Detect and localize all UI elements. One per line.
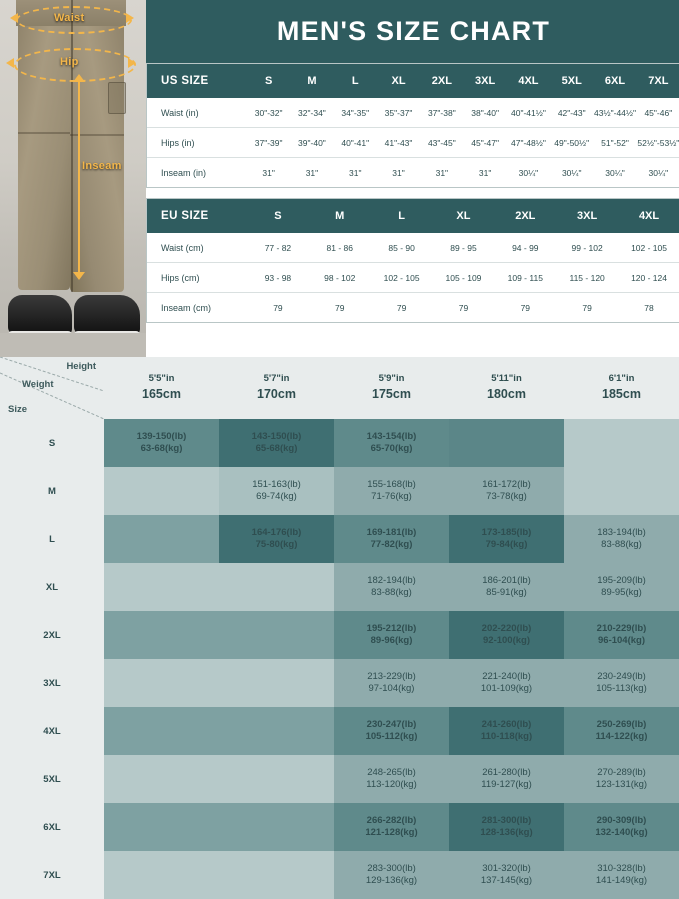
eu-waist-s: 77 - 82	[264, 242, 292, 253]
eu-waist-xl: 89 - 95	[450, 242, 477, 253]
corner-weight-label: Weight	[22, 379, 54, 390]
us-row-label-waist: Waist (in)	[161, 107, 199, 118]
shoe-right	[74, 295, 140, 335]
charts-panel	[146, 0, 679, 357]
us-waist-m: 32"-34"	[298, 107, 326, 118]
table-row	[147, 233, 679, 263]
matrix-cell-4xl-165	[104, 707, 219, 755]
matrix-cell-s-185	[564, 419, 679, 467]
us-inseam-3xl: 31"	[478, 167, 492, 178]
us-row-label-hips: Hips (in)	[161, 137, 195, 148]
us-waist-7xl: 45"-46"	[644, 107, 673, 118]
matrix-cell-7xl-180: 301-320(lb) 137-145(kg)	[449, 851, 564, 899]
us-col-3xl: 3XL	[463, 64, 506, 98]
us-hips-s: 37"-39"	[254, 137, 283, 148]
us-inseam-m: 31"	[305, 167, 319, 178]
matrix-cell-s-180	[449, 419, 564, 467]
table-row	[0, 803, 679, 851]
matrix-cell-m-180: 161-172(lb) 73-78(kg)	[449, 467, 564, 515]
us-size-table-wrapper	[146, 63, 679, 188]
matrix-cell-m-170: 151-163(lb) 69-74(kg)	[219, 467, 334, 515]
matrix-size-s: S	[0, 419, 104, 467]
matrix-cell-5xl-170	[219, 755, 334, 803]
us-size-header: US SIZE	[147, 64, 247, 98]
eu-waist-4xl: 102 - 105	[631, 242, 667, 253]
photo-floor	[0, 333, 146, 357]
us-hips-m: 39"-40"	[298, 137, 326, 148]
eu-size-header: EU SIZE	[147, 199, 247, 233]
waist-arrow-left-icon	[10, 13, 18, 23]
matrix-cell-2xl-175: 195-212(lb) 89-96(kg)	[334, 611, 449, 659]
pants-knee-seam-left	[18, 132, 70, 134]
eu-col-s: S	[247, 199, 309, 233]
eu-col-m: M	[309, 199, 371, 233]
table-row	[147, 98, 679, 128]
eu-inseam-3xl: 79	[582, 302, 592, 313]
us-waist-s: 30"-32"	[254, 107, 283, 118]
matrix-cell-2xl-170	[219, 611, 334, 659]
matrix-header-row	[0, 357, 679, 419]
matrix-size-3xl: 3XL	[0, 659, 104, 707]
us-col-s: S	[247, 64, 290, 98]
us-waist-3xl: 38"-40"	[471, 107, 500, 118]
eu-inseam-m: 79	[335, 302, 345, 313]
eu-hips-xl: 105 - 109	[445, 272, 482, 283]
height-col-185	[564, 357, 679, 419]
us-waist-6xl: 43½"-44½"	[594, 107, 636, 118]
us-hips-4xl: 47"-48½"	[510, 137, 546, 148]
inseam-measure-line	[78, 80, 80, 275]
height-imperial-165: 5'5"in	[148, 373, 175, 385]
eu-waist-3xl: 99 - 102	[571, 242, 603, 253]
matrix-cell-4xl-180: 241-260(lb) 110-118(kg)	[449, 707, 564, 755]
eu-row-label-hips: Hips (cm)	[161, 272, 200, 283]
eu-waist-l: 85 - 90	[388, 242, 415, 253]
matrix-table	[0, 357, 679, 899]
pants-center-seam	[71, 0, 73, 292]
eu-hips-4xl: 120 - 124	[631, 272, 667, 283]
height-metric-180: 180cm	[487, 386, 526, 401]
eu-row-label-waist: Waist (cm)	[161, 242, 204, 253]
hip-annotation-label: Hip	[60, 56, 79, 68]
matrix-cell-xl-185: 195-209(lb) 89-95(kg)	[564, 563, 679, 611]
us-hips-6xl: 51"-52"	[601, 137, 629, 148]
us-waist-2xl: 37"-38"	[427, 107, 456, 118]
waist-arrow-right-icon	[126, 13, 134, 23]
matrix-cell-3xl-165	[104, 659, 219, 707]
matrix-cell-3xl-170	[219, 659, 334, 707]
table-row	[0, 707, 679, 755]
matrix-cell-l-185: 183-194(lb) 83-88(kg)	[564, 515, 679, 563]
eu-hips-m: 98 - 102	[324, 272, 356, 283]
us-waist-5xl: 42"-43"	[557, 107, 586, 118]
us-hips-2xl: 43"-45"	[427, 137, 456, 148]
matrix-cell-7xl-185: 310-328(lb) 141-149(kg)	[564, 851, 679, 899]
matrix-cell-3xl-185: 230-249(lb) 105-113(kg)	[564, 659, 679, 707]
matrix-body	[0, 419, 679, 899]
table-row	[147, 128, 679, 158]
us-inseam-7xl: 30¼"	[648, 167, 669, 178]
table-row	[0, 515, 679, 563]
eu-col-xl: XL	[433, 199, 495, 233]
us-col-6xl: 6XL	[593, 64, 636, 98]
eu-inseam-l: 79	[396, 302, 407, 313]
height-metric-170: 170cm	[257, 386, 296, 401]
matrix-cell-l-170: 164-176(lb) 75-80(kg)	[219, 515, 334, 563]
us-inseam-xl: 31"	[392, 167, 405, 178]
matrix-cell-s-175: 143-154(lb) 65-70(kg)	[334, 419, 449, 467]
us-col-7xl: 7XL	[637, 64, 679, 98]
matrix-size-m: M	[0, 467, 104, 515]
eu-col-l: L	[371, 199, 433, 233]
matrix-cell-xl-170	[219, 563, 334, 611]
us-waist-xl: 35"-37"	[384, 107, 413, 118]
us-col-4xl: 4XL	[507, 64, 550, 98]
matrix-cell-6xl-180: 281-300(lb) 128-136(kg)	[449, 803, 564, 851]
top-section	[0, 0, 679, 357]
matrix-cell-xl-180: 186-201(lb) 85-91(kg)	[449, 563, 564, 611]
product-photo	[0, 0, 146, 357]
height-weight-size-matrix	[0, 357, 679, 886]
matrix-cell-xl-165	[104, 563, 219, 611]
height-metric-165: 165cm	[142, 386, 181, 401]
us-hips-3xl: 45"-47"	[471, 137, 500, 148]
matrix-cell-5xl-180: 261-280(lb) 119-127(kg)	[449, 755, 564, 803]
us-waist-4xl: 40"-41½"	[510, 107, 546, 118]
eu-hips-l: 102 - 105	[383, 272, 420, 283]
us-hips-l: 40"-41"	[341, 137, 370, 148]
table-gap	[146, 188, 679, 198]
eu-row-label-inseam: Inseam (cm)	[161, 302, 212, 313]
inseam-annotation-label: Inseam	[82, 160, 122, 172]
matrix-cell-6xl-165	[104, 803, 219, 851]
eu-col-3xl: 3XL	[556, 199, 618, 233]
matrix-size-4xl: 4XL	[0, 707, 104, 755]
chart-title-bar	[146, 0, 679, 63]
us-inseam-2xl: 31"	[435, 167, 449, 178]
us-inseam-5xl: 30¼"	[561, 167, 582, 178]
height-imperial-185: 6'1"in	[608, 373, 635, 385]
us-inseam-4xl: 30¼"	[518, 167, 539, 178]
eu-hips-3xl: 115 - 120	[569, 272, 605, 283]
eu-col-4xl: 4XL	[618, 199, 679, 233]
matrix-cell-6xl-170	[219, 803, 334, 851]
height-col-175	[334, 357, 449, 419]
us-col-xl: XL	[377, 64, 420, 98]
matrix-corner-cell	[0, 357, 104, 419]
eu-waist-2xl: 94 - 99	[512, 242, 539, 253]
height-col-165	[104, 357, 219, 419]
corner-height-label: Height	[66, 361, 96, 372]
height-metric-175: 175cm	[372, 386, 411, 401]
us-hips-5xl: 49"-50½"	[554, 137, 590, 148]
height-col-170	[219, 357, 334, 419]
height-imperial-180: 5'11"in	[491, 373, 522, 385]
eu-inseam-4xl: 78	[644, 302, 654, 313]
matrix-cell-7xl-165	[104, 851, 219, 899]
hip-arrow-right-icon	[128, 58, 136, 68]
corner-size-label: Size	[8, 404, 28, 415]
us-row-label-inseam: Inseam (in)	[161, 167, 207, 178]
us-inseam-6xl: 30¼"	[605, 167, 625, 178]
matrix-cell-4xl-170	[219, 707, 334, 755]
matrix-cell-3xl-180: 221-240(lb) 101-109(kg)	[449, 659, 564, 707]
eu-hips-2xl: 109 - 115	[507, 272, 543, 283]
eu-size-table-wrapper	[146, 198, 679, 323]
eu-inseam-xl: 79	[458, 302, 469, 313]
us-waist-l: 34"-35"	[341, 107, 370, 118]
matrix-cell-2xl-185: 210-229(lb) 96-104(kg)	[564, 611, 679, 659]
eu-col-2xl: 2XL	[494, 199, 556, 233]
matrix-cell-m-175: 155-168(lb) 71-76(kg)	[334, 467, 449, 515]
matrix-cell-xl-175: 182-194(lb) 83-88(kg)	[334, 563, 449, 611]
shoe-left	[8, 295, 72, 335]
matrix-cell-m-165	[104, 467, 219, 515]
matrix-size-2xl: 2XL	[0, 611, 104, 659]
matrix-cell-4xl-185: 250-269(lb) 114-122(kg)	[564, 707, 679, 755]
eu-inseam-s: 79	[273, 302, 283, 313]
eu-hips-s: 93 - 98	[264, 272, 292, 283]
page-title: MEN'S SIZE CHART	[276, 16, 551, 46]
table-row	[0, 851, 679, 899]
us-hips-xl: 41"-43"	[384, 137, 413, 148]
height-col-180	[449, 357, 564, 419]
table-row	[0, 755, 679, 803]
inseam-arrow-up-icon	[73, 74, 85, 82]
pants-cargo-pocket	[108, 82, 126, 114]
matrix-cell-s-170: 143-150(lb) 65-68(kg)	[219, 419, 334, 467]
us-hips-7xl: 52½"-53½"	[637, 137, 679, 148]
us-col-l: L	[334, 64, 377, 98]
height-imperial-170: 5'7"in	[263, 373, 290, 385]
table-row	[147, 263, 679, 293]
matrix-size-l: L	[0, 515, 104, 563]
table-row	[0, 611, 679, 659]
height-metric-185: 185cm	[602, 386, 641, 401]
matrix-size-7xl: 7XL	[0, 851, 104, 899]
matrix-cell-l-175: 169-181(lb) 77-82(kg)	[334, 515, 449, 563]
table-row	[147, 293, 679, 323]
eu-inseam-2xl: 79	[520, 302, 531, 313]
table-row	[0, 467, 679, 515]
matrix-size-5xl: 5XL	[0, 755, 104, 803]
pants-left-leg	[18, 0, 70, 290]
us-size-table	[147, 64, 679, 187]
hip-arrow-left-icon	[6, 58, 14, 68]
us-col-m: M	[290, 64, 333, 98]
matrix-cell-s-165: 139-150(lb) 63-68(kg)	[104, 419, 219, 467]
matrix-cell-7xl-170	[219, 851, 334, 899]
eu-table-header-row	[147, 199, 679, 233]
matrix-size-6xl: 6XL	[0, 803, 104, 851]
matrix-size-xl: XL	[0, 563, 104, 611]
matrix-cell-5xl-165	[104, 755, 219, 803]
table-row	[0, 563, 679, 611]
matrix-cell-7xl-175: 283-300(lb) 129-136(kg)	[334, 851, 449, 899]
table-row	[0, 659, 679, 707]
us-table-header-row	[147, 64, 679, 98]
matrix-cell-2xl-180: 202-220(lb) 92-100(kg)	[449, 611, 564, 659]
matrix-cell-5xl-185: 270-289(lb) 123-131(kg)	[564, 755, 679, 803]
eu-waist-m: 81 - 86	[326, 242, 353, 253]
inseam-arrow-down-icon	[73, 272, 85, 280]
us-inseam-l: 31"	[349, 167, 362, 178]
us-col-2xl: 2XL	[420, 64, 463, 98]
table-row	[0, 419, 679, 467]
matrix-cell-m-185	[564, 467, 679, 515]
us-inseam-s: 31"	[262, 167, 275, 178]
matrix-cell-4xl-175: 230-247(lb) 105-112(kg)	[334, 707, 449, 755]
matrix-cell-6xl-185: 290-309(lb) 132-140(kg)	[564, 803, 679, 851]
us-col-5xl: 5XL	[550, 64, 593, 98]
waist-annotation-label: Waist	[54, 12, 85, 24]
eu-size-table	[147, 199, 679, 322]
matrix-cell-2xl-165	[104, 611, 219, 659]
matrix-cell-l-180: 173-185(lb) 79-84(kg)	[449, 515, 564, 563]
matrix-cell-3xl-175: 213-229(lb) 97-104(kg)	[334, 659, 449, 707]
matrix-cell-6xl-175: 266-282(lb) 121-128(kg)	[334, 803, 449, 851]
height-imperial-175: 5'9"in	[378, 373, 405, 385]
matrix-cell-5xl-175: 248-265(lb) 113-120(kg)	[334, 755, 449, 803]
table-row	[147, 158, 679, 188]
matrix-cell-l-165	[104, 515, 219, 563]
